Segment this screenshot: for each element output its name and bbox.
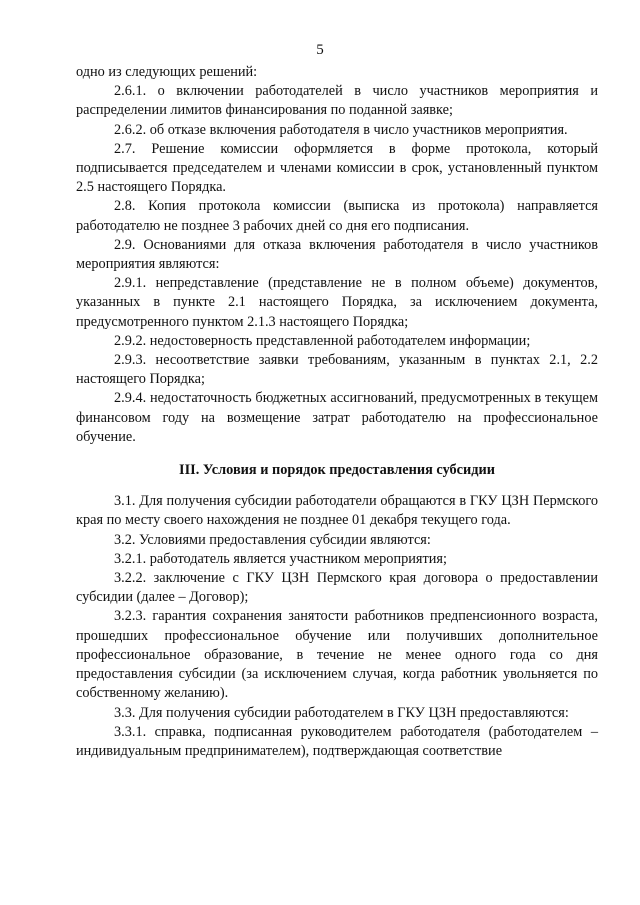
paragraph: 3.3. Для получения субсидии работодателем в ГКУ ЦЗН предоставляются: — [114, 704, 569, 721]
paragraph: 3.2.2. заключение с ГКУ ЦЗН Пермского края договора о предоставлении субсидии (далее – Договор); — [76, 570, 598, 606]
paragraphs-after — [76, 492, 598, 761]
paragraph: 2.9.1. непредставление (представление не в полном объеме) документов, указанных в пункте 2.1 настоящего Порядка, за исключением документа, предусмотренного пунктом 2.1.3 настоящего Порядка; — [76, 275, 598, 330]
paragraph: 2.8. Копия протокола комиссии (выписка из протокола) направляется работодателю не позднее 3 рабочих дней со дня его подписания. — [76, 198, 598, 234]
paragraph: 2.9. Основаниями для отказа включения работодателя в число участников мероприятия являются: — [76, 236, 598, 273]
paragraph: одно из следующих решений: — [76, 64, 258, 80]
paragraph: 3.2.1. работодатель является участником мероприятия; — [114, 550, 447, 567]
paragraph: 3.2.3. гарантия сохранения занятости работников предпенсионного возраста, прошедших профессиональное обучение или получивших дополнительное профессиональное образование, в течение не менее одного года со дня предоставления субсидии (за исключением случая, когда работник увольняется по собственному желанию). — [76, 608, 598, 702]
paragraph: 2.9.2. недостоверность представленной работодателем информации; — [114, 332, 531, 349]
paragraph: 2.7. Решение комиссии оформляется в форме протокола, который подписывается председателем и членами комиссии в срок, установленный пунктом 2.5 настоящего Порядка. — [76, 140, 598, 196]
section-heading: III. Условия и порядок предоставления субсидии — [179, 462, 495, 479]
paragraph: 3.3.1. справка, подписанная руководителем работодателя (работодателем – индивидуальным предпринимателем), подтверждающая соответствие — [76, 723, 598, 759]
paragraph: 2.6.1. о включении работодателей в число участников мероприятия и распределении лимитов финансирования по поданной заявке; — [76, 83, 598, 119]
paragraph: 2.6.2. об отказе включения работодателя в число участников мероприятия. — [114, 121, 568, 138]
paragraph: 3.2. Условиями предоставления субсидии являются: — [114, 531, 431, 548]
paragraphs-before — [76, 63, 598, 447]
page-number: 5 — [316, 42, 324, 58]
paragraph: 3.1. Для получения субсидии работодатели обращаются в ГКУ ЦЗН Пермского края по месту своего нахождения не позднее 01 декабря текущего года. — [76, 493, 598, 529]
paragraph: 2.9.4. недостаточность бюджетных ассигнований, предусмотренных в текущем финансовом году на возмещение затрат работодателю на профессиональное обучение. — [76, 390, 598, 445]
document-body — [76, 63, 598, 761]
paragraph: 2.9.3. несоответствие заявки требованиям, указанным в пунктах 2.1, 2.2 настоящего Порядка; — [76, 352, 598, 388]
